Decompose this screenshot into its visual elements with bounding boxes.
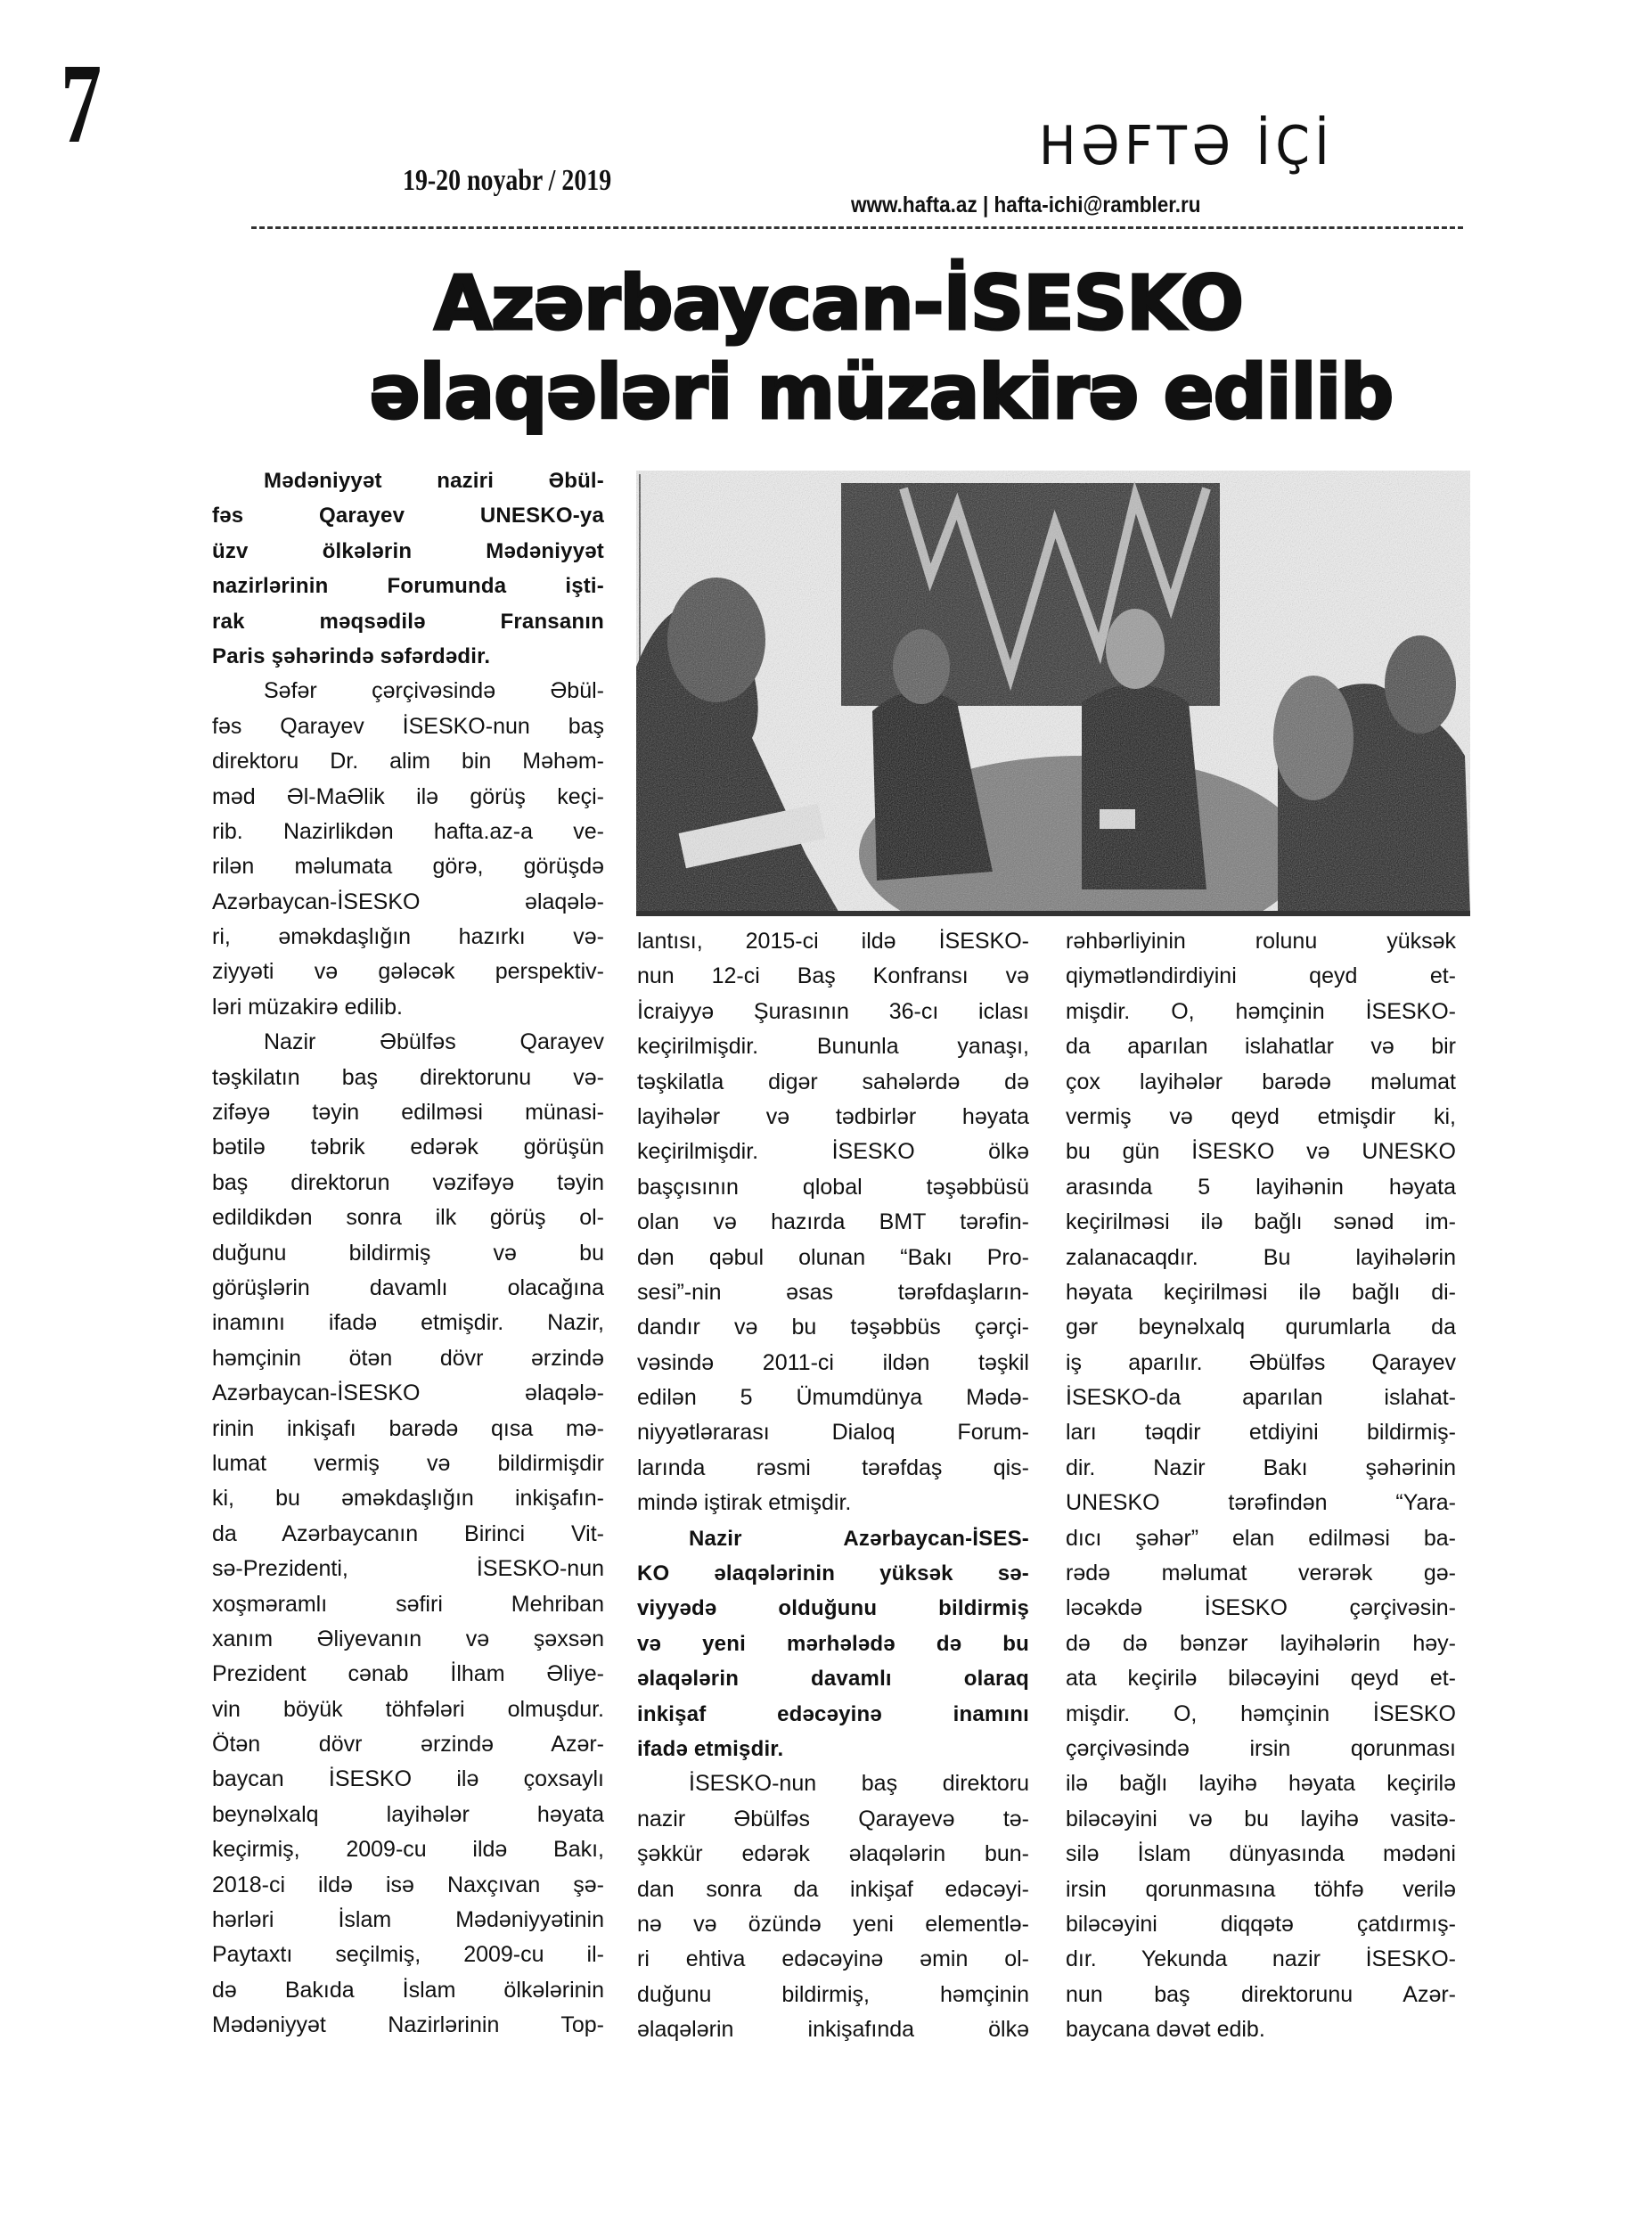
text-line: biləcəyini diqqətə çatdırmış- <box>1066 1911 1456 1937</box>
issue-date: 19-20 noyabr / 2019 <box>403 164 612 197</box>
text-line: mişdir. O, həmçinin İSESKO <box>1066 1700 1456 1726</box>
text-line: sesi”-nin əsas tərəfdaşların- <box>637 1279 1029 1305</box>
text-line: Nazir Azərbaycan-İSES- <box>689 1526 1029 1551</box>
text-line: Azərbaycan-İSESKO əlaqələ- <box>212 1381 604 1406</box>
article-paragraph <box>212 1025 604 2043</box>
article-paragraph <box>637 1766 1029 2047</box>
text-line: keçirilmişdir. İSESKO ölkə <box>637 1139 1029 1165</box>
text-line: biləcəyini və bu layihə vasitə- <box>1066 1806 1456 1831</box>
text-line: duğunu bildirmiş və bu <box>212 1240 604 1266</box>
text-line: dan sonra da inkişaf edəcəyi- <box>637 1876 1029 1902</box>
text-line: KO əlaqələrinin yüksək sə- <box>637 1561 1029 1586</box>
text-line: ki, bu əməkdaşlığın inkişafın- <box>212 1486 604 1512</box>
text-line: keçirilməsi ilə bağlı sənəd im- <box>1066 1209 1456 1235</box>
text-line: baycana dəvət edib. <box>1066 2017 1265 2043</box>
text-line: İSESKO-nun baş direktoru <box>689 1771 1029 1797</box>
text-line: inkişaf edəcəyinə inamını <box>637 1701 1029 1726</box>
text-line: zalanacaqdır. Bu layihələrin <box>1066 1244 1456 1270</box>
text-line: bu gün İSESKO və UNESKO <box>1066 1139 1456 1165</box>
text-line: fəs Qarayev İSESKO-nun baş <box>212 713 604 739</box>
text-line: nə və özündə yeni elementlə- <box>637 1911 1029 1937</box>
text-line: 2018-ci ildə isə Naxçıvan şə- <box>212 1872 604 1897</box>
text-line: rəhbərliyinin rolunu yüksək <box>1066 929 1456 954</box>
text-line: nun 12-ci Baş Konfransı və <box>637 963 1029 989</box>
text-line: və yeni mərhələdə də bu <box>637 1631 1029 1656</box>
text-line: rinin inkişafı barədə qısa mə- <box>212 1415 604 1441</box>
text-line: çox layihələr barədə məlumat <box>1066 1069 1456 1094</box>
article-paragraph <box>1066 924 1456 2048</box>
text-line: ilə bağlı layihə həyata keçirilə <box>1066 1771 1456 1797</box>
text-line: zifəyə təyin edilməsi münasi- <box>212 1100 604 1126</box>
text-line: ziyyəti və gələcək perspektiv- <box>212 959 604 985</box>
text-line: dıcı şəhər” elan edilməsi ba- <box>1066 1525 1456 1551</box>
text-line: xanım Əliyevanın və şəxsən <box>212 1626 604 1651</box>
text-line: əlaqələrin davamlı olaraq <box>637 1667 1029 1692</box>
text-line: ri ehtiva edəcəyinə əmin ol- <box>637 1946 1029 1972</box>
text-line: vermiş və qeyd etmişdir ki, <box>1066 1103 1456 1129</box>
text-line: də də bənzər layihələrin həy- <box>1066 1630 1456 1656</box>
newspaper-masthead: HƏFTƏ İÇİ <box>1039 115 1335 177</box>
text-line: silə İslam dünyasında mədəni <box>1066 1841 1456 1867</box>
text-line: Azərbaycan-İSESKO əlaqələ- <box>212 889 604 914</box>
text-line: nazir Əbülfəs Qarayevə tə- <box>637 1806 1029 1831</box>
text-line: İSESKO-da aparılan islahat- <box>1066 1385 1456 1411</box>
text-line: larında rəsmi tərəfdaş qis- <box>637 1454 1029 1480</box>
text-line: üzv ölkələrin Mədəniyyət <box>212 538 604 563</box>
text-line: baycan İSESKO ilə çoxsaylı <box>212 1766 604 1792</box>
text-line: rədə məlumat verərək gə- <box>1066 1561 1456 1586</box>
text-line: ata keçirilə biləcəyini qeyd et- <box>1066 1666 1456 1692</box>
article-paragraph <box>637 924 1029 1521</box>
text-line: duğunu bildirmiş, həmçinin <box>637 1981 1029 2007</box>
text-line: hərləri İslam Mədəniyyətinin <box>212 1907 604 1933</box>
text-line: həmçinin ötən dövr ərzində <box>212 1345 604 1371</box>
text-line: edildikdən sonra ilk görüş ol- <box>212 1205 604 1231</box>
text-line: Paytaxtı seçilmiş, 2009-cu il- <box>212 1942 604 1968</box>
newspaper-contacts: www.hafta.az | hafta-ichi@rambler.ru <box>851 193 1201 217</box>
text-line: dir. Nazir Bakı şəhərinin <box>1066 1454 1456 1480</box>
text-line: keçirilmişdir. Bununla yanaşı, <box>637 1034 1029 1060</box>
lead-paragraph <box>212 463 604 674</box>
text-line: rilən məlumata görə, görüşdə <box>212 854 604 880</box>
article-column-2 <box>637 924 1029 2048</box>
text-line: ləri müzakirə edilib. <box>212 994 403 1020</box>
text-line: da aparılan islahatlar və bir <box>1066 1034 1456 1060</box>
lead-paragraph <box>637 1521 1029 1767</box>
text-line: başçısının qlobal təşəbbüsü <box>637 1174 1029 1200</box>
article-paragraph <box>212 674 604 1025</box>
text-line: ları təqdir etdiyini bildirmiş- <box>1066 1420 1456 1446</box>
text-line: Mədəniyyət nazirі Əbül- <box>264 469 604 493</box>
text-line: ləcəkdə İSESKO çərçivəsin- <box>1066 1595 1456 1621</box>
text-line: rib. Nazirlikdən hafta.az-a ve- <box>212 818 604 844</box>
text-line: dandır və bu təşəbbüs çərçi- <box>637 1315 1029 1340</box>
page-number: 7 <box>61 40 102 167</box>
text-line: həyata keçirilməsi ilə bağlı di- <box>1066 1279 1456 1305</box>
text-line: ri, əməkdaşlığın hazırkı və- <box>212 924 604 950</box>
text-line: edilən 5 Ümumdünya Mədə- <box>637 1385 1029 1411</box>
text-line: Ötən dövr ərzində Azər- <box>212 1732 604 1758</box>
text-line: direktoru Dr. alim bin Məhəm- <box>212 749 604 774</box>
text-line: sə-Prezidenti, İSESKO-nun <box>212 1556 604 1582</box>
text-line: Prezident cənab İlham Əliye- <box>212 1661 604 1687</box>
text-line: dır. Yekunda nazir İSESKO- <box>1066 1946 1456 1972</box>
text-line: dən qəbul olunan “Bakı Pro- <box>637 1244 1029 1270</box>
text-line: Mədəniyyət Nazirlərinin Top- <box>212 2012 604 2038</box>
text-line: çərçivəsində irsin qorunması <box>1066 1735 1456 1761</box>
text-line: nazirlərinin Forumunda işti- <box>212 574 604 599</box>
text-line: gər beynəlxalq qurumlarla da <box>1066 1315 1456 1340</box>
text-line: ifadə etmişdir. <box>637 1736 784 1761</box>
text-line: vin böyük töhfələri olmuşdur. <box>212 1696 604 1722</box>
text-line: təşkilatın baş direktorunu və- <box>212 1064 604 1090</box>
text-line: İcraiyyə Şurasının 36-cı iclası <box>637 998 1029 1024</box>
headline-line-2: əlaqələri müzakirə edilib <box>369 348 1394 436</box>
text-line: baş direktorun vəzifəyə təyin <box>212 1169 604 1195</box>
text-line: bətilə təbrik edərək görüşün <box>212 1135 604 1160</box>
text-line: mində iştirak etmişdir. <box>637 1490 852 1516</box>
photo-image <box>636 471 1470 916</box>
article-column-1 <box>212 463 604 2044</box>
text-line: Paris şəhərində səfərdədir. <box>212 643 491 668</box>
text-line: arasında 5 layihənin həyata <box>1066 1174 1456 1200</box>
text-line: lumat vermiş və bildirmişdir <box>212 1450 604 1476</box>
text-line: olan və hazırda BMT tərəfin- <box>637 1209 1029 1235</box>
text-line: məd Əl-MaƏlik ilə görüş keçi- <box>212 783 604 809</box>
article-column-3 <box>1066 924 1456 2048</box>
text-line: qiymətləndirdiyini qeyd et- <box>1066 963 1456 989</box>
text-line: UNESKO tərəfindən “Yara- <box>1066 1490 1456 1516</box>
text-line: beynəlxalq layihələr həyata <box>212 1801 604 1827</box>
text-line: mişdir. O, həmçinin İSESKO- <box>1066 998 1456 1024</box>
text-line: təşkilatla digər sahələrdə də <box>637 1069 1029 1094</box>
text-line: layihələr və tədbirlər həyata <box>637 1103 1029 1129</box>
text-line: niyyətlərarası Dialoq Forum- <box>637 1420 1029 1446</box>
text-line: da Azərbaycanın Birinci Vit- <box>212 1520 604 1546</box>
text-line: görüşlərin davamlı olacağına <box>212 1274 604 1300</box>
text-line: keçirmiş, 2009-cu ildə Bakı, <box>212 1837 604 1863</box>
text-line: iş aparılır. Əbülfəs Qarayev <box>1066 1349 1456 1375</box>
text-line: əlaqələrin inkişafında ölkə <box>637 2017 1029 2043</box>
text-line: şəkkür edərək əlaqələrin bun- <box>637 1841 1029 1867</box>
text-line: viyyədə olduğunu bildirmiş <box>637 1596 1029 1621</box>
text-line: Nazir Əbülfəs Qarayev <box>264 1029 604 1055</box>
text-line: lantısı, 2015-ci ildə İSESKO- <box>637 929 1029 954</box>
header-divider <box>251 226 1463 229</box>
text-line: fəs Qarayev UNESKO-ya <box>212 504 604 529</box>
headline-line-1: Azərbaycan-İSESKO <box>434 259 1243 347</box>
text-line: inamını ifadə etmişdir. Nazir, <box>212 1310 604 1336</box>
text-line: rak məqsədilə Fransanın <box>212 609 604 634</box>
meeting-photo <box>636 471 1470 916</box>
text-line: də Bakıda İslam ölkələrinin <box>212 1977 604 2003</box>
text-line: nun baş direktorunu Azər- <box>1066 1981 1456 2007</box>
text-line: vəsində 2011-ci ildən təşkil <box>637 1349 1029 1375</box>
text-line: Səfər çərçivəsində Əbül- <box>264 678 604 704</box>
text-line: xoşməramlı səfiri Mehriban <box>212 1591 604 1617</box>
text-line: irsin qorunmasına töhfə verilə <box>1066 1876 1456 1902</box>
